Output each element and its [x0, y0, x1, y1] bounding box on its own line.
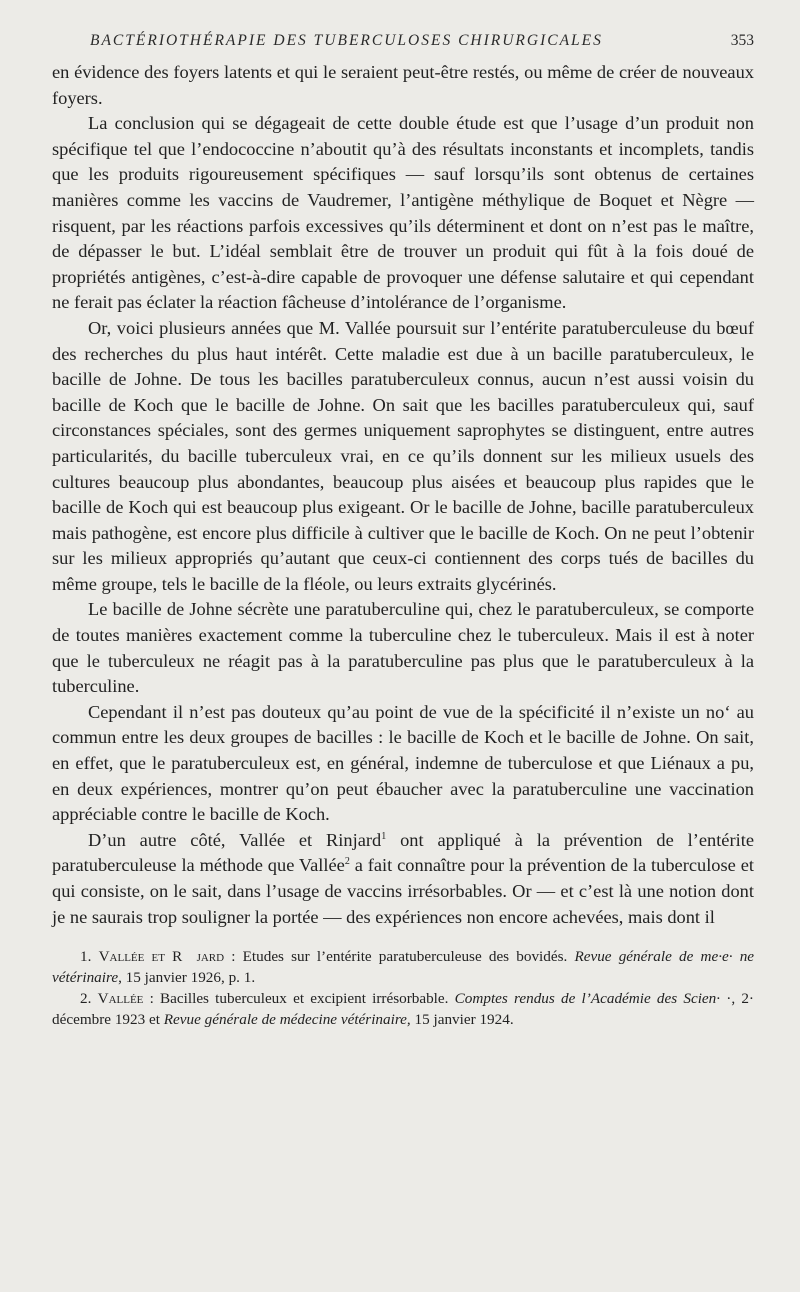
footnote-details: , 15 janvier 1926, p. 1.: [118, 969, 256, 987]
paragraph: Cependant il n’est pas douteux qu’au point de vue de la spécificité il n’existe un no‘ au commun entre les deux groupes de bacilles : le bacille de Koch et le bacille de Johne. On sait, en effet, que le paratuberculeux est, en général, indemne de tuberculose et que Liénaux a pu, en deux expériences, montrer qu’on peut ébaucher avec la paratuberculine une vaccination appréciable contre le bacille de Koch.: [52, 701, 754, 825]
footnote-journal: Comptes rendus de l’Académie des Scien·: [454, 990, 721, 1008]
page-number: 353: [730, 32, 754, 49]
footnote: [52, 946, 754, 988]
paragraph-text: ont appliqué à la prévention de l’entérite paratuberculeuse la méthode que Vallée: [52, 829, 754, 876]
footnote-details: , 15 janvier 1924.: [406, 1011, 514, 1029]
running-title: BACTÉRIOTHÉRAPIE DES TUBERCULOSES CHIRURGICALES: [90, 32, 603, 49]
footnote-title: : Bacilles tuberculeux et excipient irrésorbable.: [143, 990, 455, 1008]
footnote-number: 1.: [80, 948, 92, 966]
footnote-title: : Etudes sur l’entérite paratuberculeuse des bovidés.: [224, 948, 575, 966]
footnote-authors-gap: [182, 948, 196, 965]
footnotes: [52, 946, 754, 1030]
paragraph: en évidence des foyers latents et qui le seraient peut-être restés, ou même de créer de nouveaux foyers.: [52, 62, 754, 108]
paragraph-text: a fait connaître pour la prévention de la tuberculose et qui consiste, on le sait, dans l’usage de vaccins irrésorbables. Or — et c’est là une notion dont je ne saurais trop souligner la portée — des expériences non encore achevées, mais dont il: [52, 855, 754, 927]
paragraph: Or, voici plusieurs années que M. Vallée poursuit sur l’entérite paratuberculeuse du bœuf des recherches du plus haut intérêt. Cette maladie est due à un bacille paratuberculeux, le bacille de Johne. De tous les bacilles paratuberculeux connus, aucun n’est aussi voisin du bacille de Koch que le bacille de Johne. On sait que les bacilles paratuberculeux qui, sauf circonstances spéciales, sont des germes uniquement saprophytes se distinguent, entre autres particularités, du bacille tuberculeux vrai, en ce qu’ils donnent sur les milieux usuels des cultures beaucoup plus abondantes, beaucoup plus aisées et beaucoup plus rapides que le bacille de Koch qui est beaucoup plus exigeant. Or le bacille de Johne, bacille paratuberculeux mais pathogène, est encore plus difficile à cultiver que le bacille de Koch. On ne peut l’obtenir sur les milieux appropriés qu’autant que ceux-ci contiennent des corps tués de bacilles du même groupe, tels le bacille de la fléole, ou leurs extraits glycérinés.: [52, 317, 754, 594]
paragraph: [52, 828, 754, 930]
paragraph: Le bacille de Johne sécrète une paratuberculine qui, chez le paratuberculeux, se comporte de toutes manières exactement comme la tuberculine chez le tuberculeux. Mais il est à noter que le tuberculeux ne réagit pas à la paratuberculine pas plus que le paratuberculeux à la tuberculine.: [52, 599, 754, 697]
page-header: [52, 18, 754, 60]
footnote-details: ·, 2· décembre 1923 et: [52, 990, 754, 1029]
footnote-authors: Vallée: [97, 990, 144, 1008]
footnote-number: 2.: [80, 990, 92, 1008]
footnote-journal: Revue générale de médecine vétérinaire: [163, 1011, 407, 1029]
paragraph-text: D’un autre côté, Vallée et Rinjard: [88, 829, 382, 850]
footnote-journal: Revue générale de me·e· ne vétérinaire: [52, 948, 755, 987]
footnote-authors: Vallée et R: [98, 948, 183, 966]
body-text: [52, 60, 754, 930]
footnote-ref: 1: [381, 830, 387, 842]
paragraph: La conclusion qui se dégageait de cette double étude est que l’usage d’un produit non spécifique tel que l’endococcine n’aboutit qu’à des résultats inconstants et incomplets, tandis que les produits rigoureusement spécifiques — sauf lorsqu’ils sont obtenus de certaines manières comme les vaccins de Vaudremer, l’antigène méthylique de Boquet et Nègre — risquent, par les réactions parfois excessives qu’ils déterminent et dont on n’est pas le maître, de dépasser le but. L’idéal semblait être de trouver un produit qui fût à la fois doué de propriétés antigènes, c’est-à-dire capable de provoquer une défense salutaire et qui cependant ne ferait pas éclater la réaction fâcheuse d’intolérance de l’organisme.: [52, 113, 754, 313]
footnote-authors-end: jard: [196, 948, 225, 966]
footnote-ref: 2: [344, 856, 350, 868]
footnote: [52, 988, 754, 1030]
